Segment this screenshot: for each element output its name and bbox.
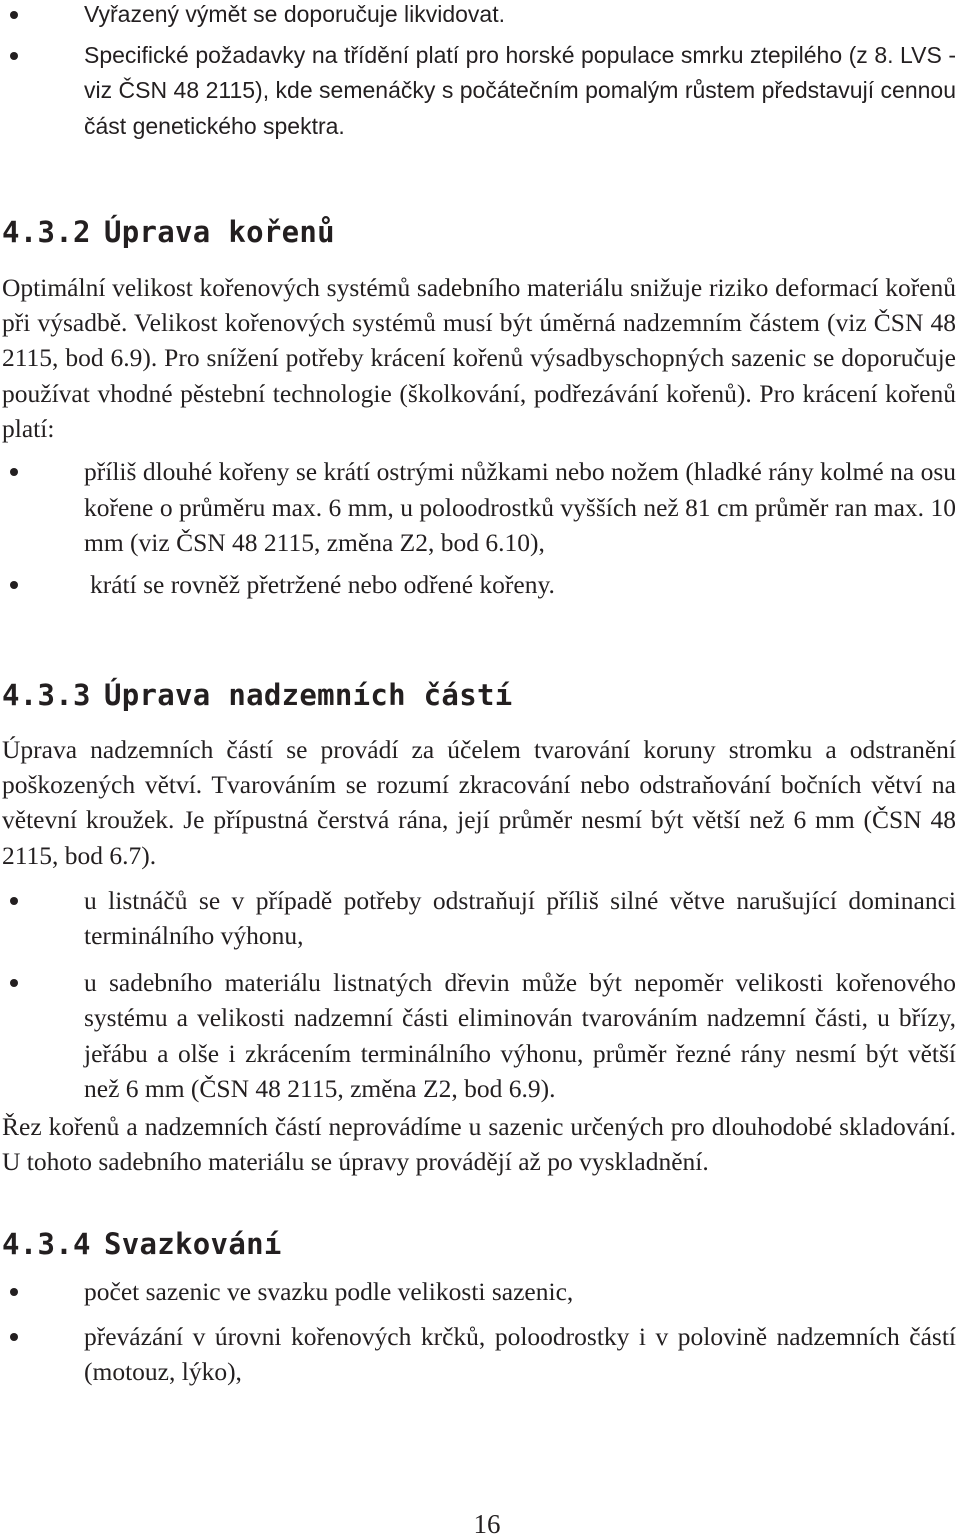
section-number: 4.3.3 bbox=[2, 678, 91, 712]
section-heading-roots bbox=[2, 215, 335, 249]
list-item: Specifické požadavky na třídění platí pro horské populace smrku ztepilého (z 8. LVS - viz ČSN 48 2115), kde semenáčky s počátečním pomalým růstem představují cennou část genetického spektra. bbox=[0, 38, 960, 145]
bundling-bullet-list bbox=[0, 1274, 960, 1390]
roots-paragraph: Optimální velikost kořenových systémů sadebního materiálu snižuje riziko deformací kořenů při výsadbě. Velikost kořenových systémů musí být úměrná nadzemním částem (viz ČSN 48 2115, bod 6.9). Pro snížení potřeby krácení kořenů výsadbyschopných sazenic se doporučuje používat vhodné pěstební technologie (školkování, podřezávání kořenů). Pro krácení kořenů platí: bbox=[2, 273, 956, 443]
roots-section-body bbox=[0, 270, 960, 602]
list-item: krátí se rovněž přetržené nebo odřené kořeny. bbox=[0, 567, 960, 603]
section-heading-bundling bbox=[2, 1227, 282, 1261]
aboveground-section-body bbox=[0, 732, 960, 1179]
aboveground-closing-paragraph: Řez kořenů a nadzemních částí neprovádíme u sazenic určených pro dlouhodobé skladování. U tohoto sadebního materiálu se úpravy provádějí až po vyskladnění. bbox=[2, 1111, 956, 1177]
list-item: u sadebního materiálu listnatých dřevin může být nepoměr velikosti kořenového systému a velikosti nadzemní části eliminován tvarováním nadzemní části, u břízy, jeřábu a olše i zkrácením terminálního výhonu, průměr řezné rány nesmí být větší než 6 mm (ČSN 48 2115, změna Z2, bod 6.9). bbox=[0, 965, 960, 1107]
section-title: Úprava nadzemních částí bbox=[104, 678, 513, 712]
section-title: Svazkování bbox=[104, 1227, 282, 1261]
aboveground-paragraph: Úprava nadzemních částí se provádí za účelem tvarování koruny stromku a odstranění poškozených větví. Tvarováním se rozumí zkracování nebo odstraňování bočních větví na větevní kroužek. Je přípustná čerstvá rána, její průměr nesmí být větší než 6 mm (ČSN 48 2115, bod 6.7). bbox=[2, 735, 956, 870]
list-item: příliš dlouhé kořeny se krátí ostrými nůžkami nebo nožem (hladké rány kolmé na osu kořene o průměru max. 6 mm, u poloodrostků vyšších než 81 cm průměr ran max. 10 mm (viz ČSN 48 2115, změna Z2, bod 6.10), bbox=[0, 454, 960, 561]
roots-bullet-list bbox=[0, 454, 960, 602]
aboveground-bullet-list bbox=[0, 883, 960, 1107]
list-item: počet sazenic ve svazku podle velikosti sazenic, bbox=[0, 1274, 960, 1310]
list-item: převázání v úrovni kořenových krčků, poloodrostky i v polovině nadzemních částí (motouz, lýko), bbox=[0, 1319, 960, 1390]
list-item: Vyřazený výmět se doporučuje likvidovat. bbox=[0, 0, 960, 33]
section-number: 4.3.2 bbox=[2, 215, 91, 249]
page-number: 16 bbox=[473, 1509, 501, 1539]
intro-bullet-list bbox=[0, 0, 960, 144]
section-heading-aboveground bbox=[2, 678, 512, 712]
section-number: 4.3.4 bbox=[2, 1227, 91, 1261]
bundling-section-body bbox=[0, 1274, 960, 1390]
list-item: u listnáčů se v případě potřeby odstraňují příliš silné větve narušující dominanci terminálního výhonu, bbox=[0, 883, 960, 954]
section-title: Úprava kořenů bbox=[104, 215, 335, 249]
